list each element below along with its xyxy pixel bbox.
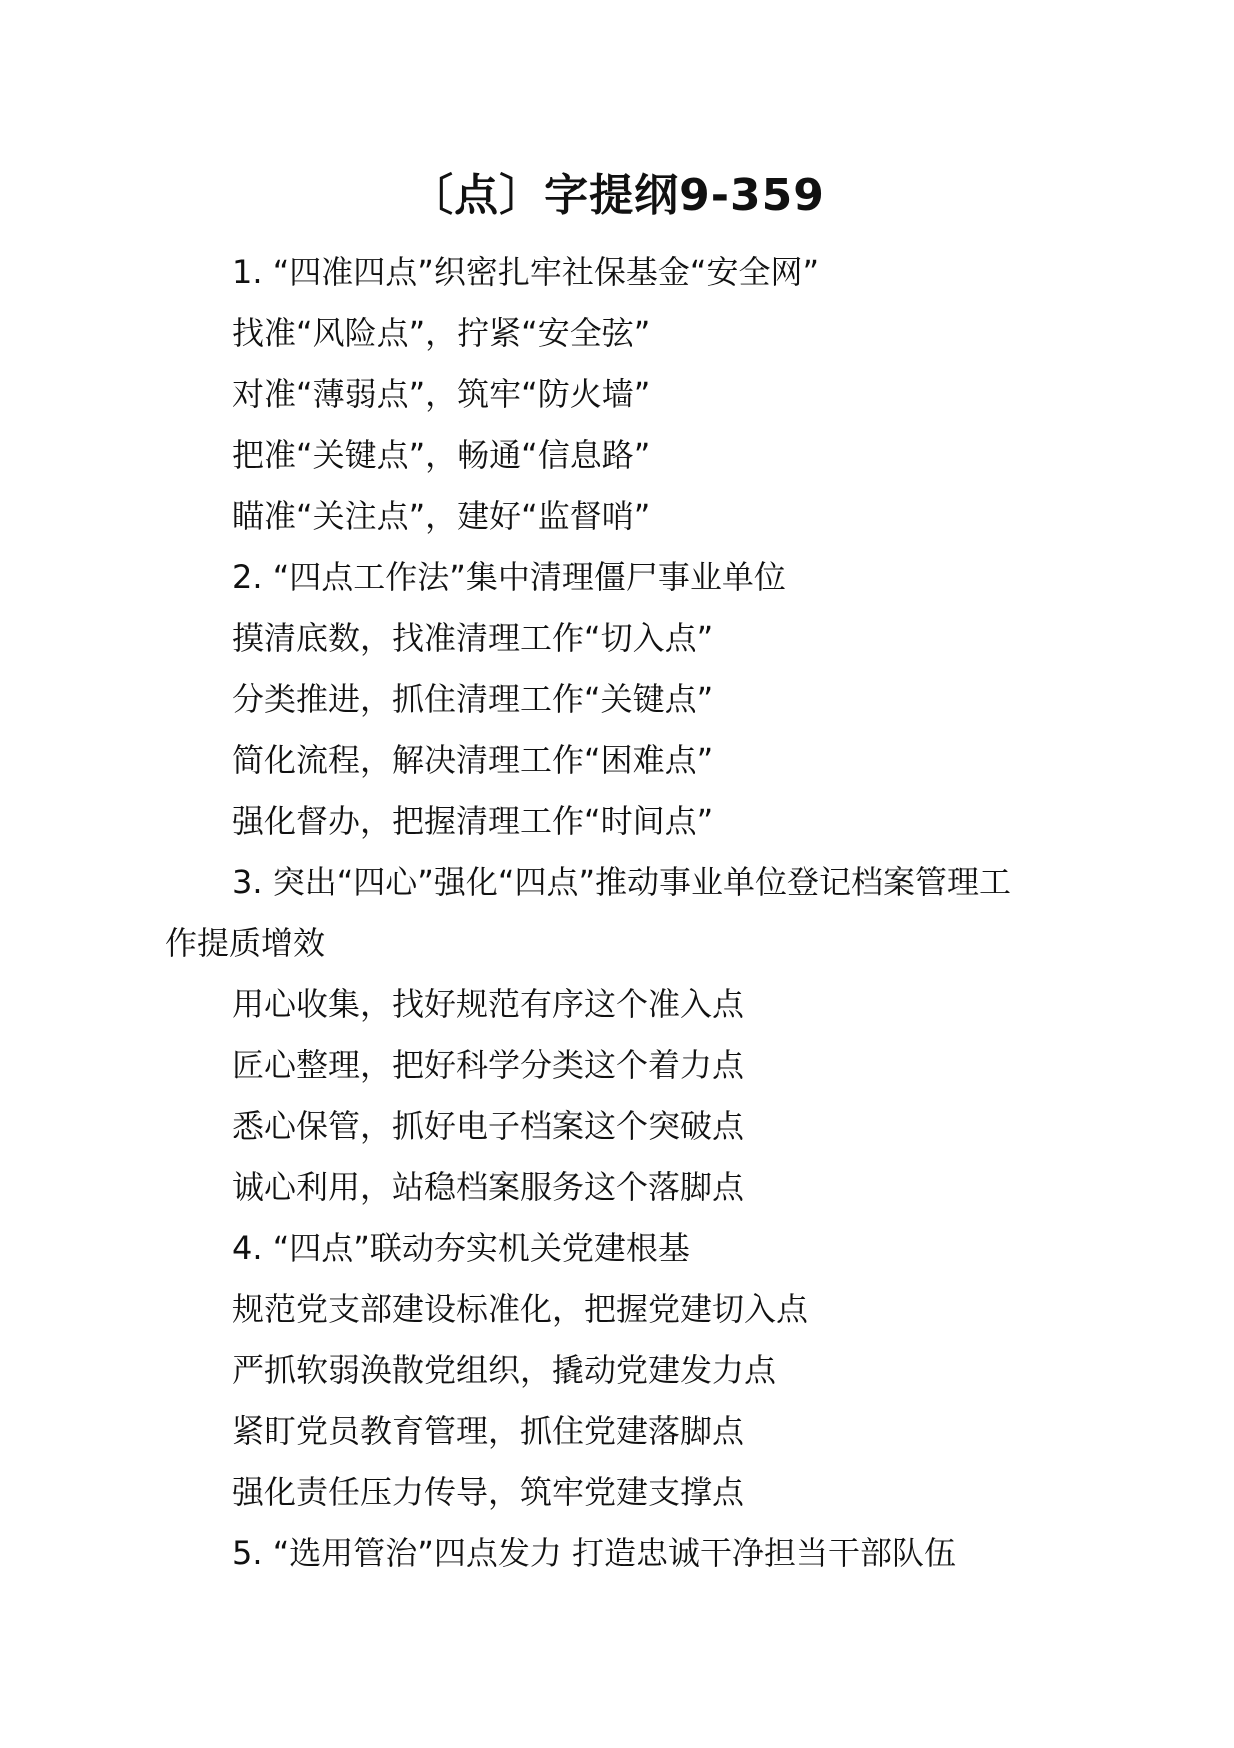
list-item: 诚心利用，站稳档案服务这个落脚点 (232, 1168, 745, 1206)
section-heading-5: 5. “选用管治”四点发力 打造忠诚干净担当干部队伍 (232, 1534, 957, 1572)
list-item: 简化流程，解决清理工作“困难点” (232, 741, 714, 779)
section-heading-2: 2. “四点工作法”集中清理僵尸事业单位 (232, 558, 786, 596)
list-item: 紧盯党员教育管理，抓住党建落脚点 (232, 1412, 745, 1450)
list-item: 找准“风险点”，拧紧“安全弦” (232, 314, 651, 352)
section-heading-3-continuation: 作提质增效 (165, 924, 326, 962)
list-item: 匠心整理，把好科学分类这个着力点 (232, 1046, 745, 1084)
list-item: 严抓软弱涣散党组织，撬动党建发力点 (232, 1351, 777, 1389)
list-item: 规范党支部建设标准化，把握党建切入点 (232, 1290, 809, 1328)
section-heading-4: 4. “四点”联动夯实机关党建根基 (232, 1229, 690, 1267)
list-item: 强化责任压力传导，筑牢党建支撑点 (232, 1473, 745, 1511)
list-item: 悉心保管，抓好电子档案这个突破点 (232, 1107, 745, 1145)
list-item: 分类推进，抓住清理工作“关键点” (232, 680, 714, 718)
list-item: 强化督办，把握清理工作“时间点” (232, 802, 714, 840)
list-item: 把准“关键点”，畅通“信息路” (232, 436, 651, 474)
section-heading-3: 3. 突出“四心”强化“四点”推动事业单位登记档案管理工 (232, 863, 1012, 901)
document-body (165, 242, 1125, 1584)
list-item: 用心收集，找好规范有序这个准入点 (232, 985, 745, 1023)
document-title: 〔点〕字提纲9-359 (409, 170, 825, 221)
list-item: 对准“薄弱点”，筑牢“防火墙” (232, 375, 651, 413)
section-heading-1: 1. “四准四点”织密扎牢社保基金“安全网” (232, 253, 820, 291)
list-item: 摸清底数，找准清理工作“切入点” (232, 619, 714, 657)
list-item: 瞄准“关注点”，建好“监督哨” (232, 497, 651, 535)
